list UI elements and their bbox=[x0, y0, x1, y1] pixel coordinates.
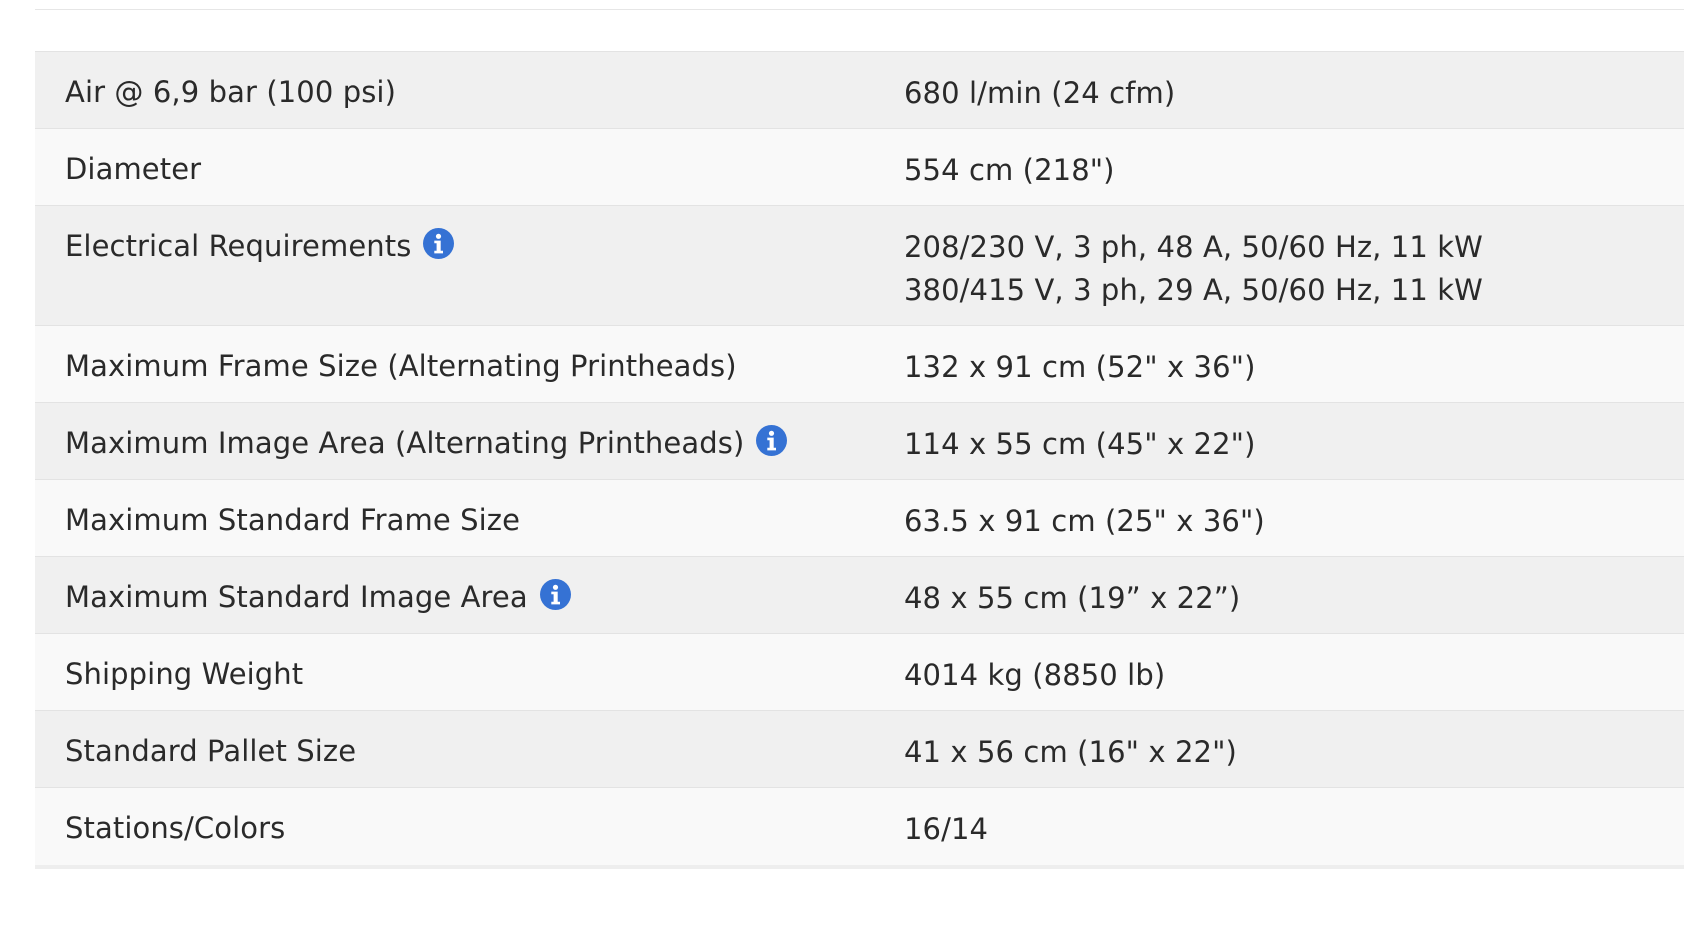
spec-row-diameter bbox=[35, 129, 1684, 206]
info-icon[interactable] bbox=[423, 228, 454, 259]
spec-value-line: 16/14 bbox=[904, 812, 989, 846]
spec-value bbox=[904, 500, 1684, 543]
spec-row-standard-pallet-size bbox=[35, 711, 1684, 788]
spec-label bbox=[35, 500, 904, 540]
spec-label-text: Maximum Image Area (Alternating Printheads) bbox=[65, 426, 745, 460]
info-icon[interactable] bbox=[540, 579, 571, 610]
spec-value-line: 208/230 V, 3 ph, 48 A, 50/60 Hz, 11 kW bbox=[904, 230, 1483, 264]
spec-label-text: Shipping Weight bbox=[65, 657, 304, 691]
top-divider bbox=[35, 9, 1684, 10]
spec-label bbox=[35, 72, 904, 112]
spec-label-text: Stations/Colors bbox=[65, 811, 286, 845]
spec-label-text: Air @ 6,9 bar (100 psi) bbox=[65, 75, 396, 109]
spec-value bbox=[904, 346, 1684, 389]
spec-value-line: 132 x 91 cm (52" x 36") bbox=[904, 350, 1256, 384]
spec-label bbox=[35, 731, 904, 771]
spec-label-text: Maximum Standard Image Area bbox=[65, 580, 528, 614]
spec-label bbox=[35, 346, 904, 386]
spec-label bbox=[35, 654, 904, 694]
specifications-table bbox=[35, 51, 1684, 869]
spec-value-line: 4014 kg (8850 lb) bbox=[904, 658, 1166, 692]
spec-label-text: Electrical Requirements bbox=[65, 229, 412, 263]
spec-label bbox=[35, 226, 904, 266]
spec-label-text: Diameter bbox=[65, 152, 202, 186]
spec-label bbox=[35, 577, 904, 617]
spec-value-line: 554 cm (218") bbox=[904, 153, 1115, 187]
spec-row-max-frame-size-alternating bbox=[35, 326, 1684, 403]
spec-value-line: 380/415 V, 3 ph, 29 A, 50/60 Hz, 11 kW bbox=[904, 273, 1483, 307]
spec-value-line: 41 x 56 cm (16" x 22") bbox=[904, 735, 1237, 769]
spec-row-electrical-requirements bbox=[35, 206, 1684, 326]
spec-label bbox=[35, 808, 904, 848]
spec-row-max-image-area-alternating bbox=[35, 403, 1684, 480]
spec-value bbox=[904, 226, 1684, 312]
spec-value bbox=[904, 72, 1684, 115]
spec-value-line: 48 x 55 cm (19” x 22”) bbox=[904, 581, 1241, 615]
spec-row-air bbox=[35, 52, 1684, 129]
spec-row-shipping-weight bbox=[35, 634, 1684, 711]
spec-label-text: Maximum Standard Frame Size bbox=[65, 503, 521, 537]
spec-label bbox=[35, 149, 904, 189]
info-icon[interactable] bbox=[756, 425, 787, 456]
spec-value bbox=[904, 577, 1684, 620]
spec-label-text: Standard Pallet Size bbox=[65, 734, 357, 768]
spec-value bbox=[904, 808, 1684, 851]
spec-value bbox=[904, 731, 1684, 774]
spec-value-line: 680 l/min (24 cfm) bbox=[904, 76, 1176, 110]
spec-value-line: 114 x 55 cm (45" x 22") bbox=[904, 427, 1256, 461]
spec-row-max-standard-frame-size bbox=[35, 480, 1684, 557]
spec-value bbox=[904, 654, 1684, 697]
spec-row-stations-colors bbox=[35, 788, 1684, 865]
spec-value bbox=[904, 149, 1684, 192]
spec-row-max-standard-image-area bbox=[35, 557, 1684, 634]
spec-label-text: Maximum Frame Size (Alternating Printheads) bbox=[65, 349, 737, 383]
spec-value-line: 63.5 x 91 cm (25" x 36") bbox=[904, 504, 1265, 538]
spec-label bbox=[35, 423, 904, 463]
spec-value bbox=[904, 423, 1684, 466]
